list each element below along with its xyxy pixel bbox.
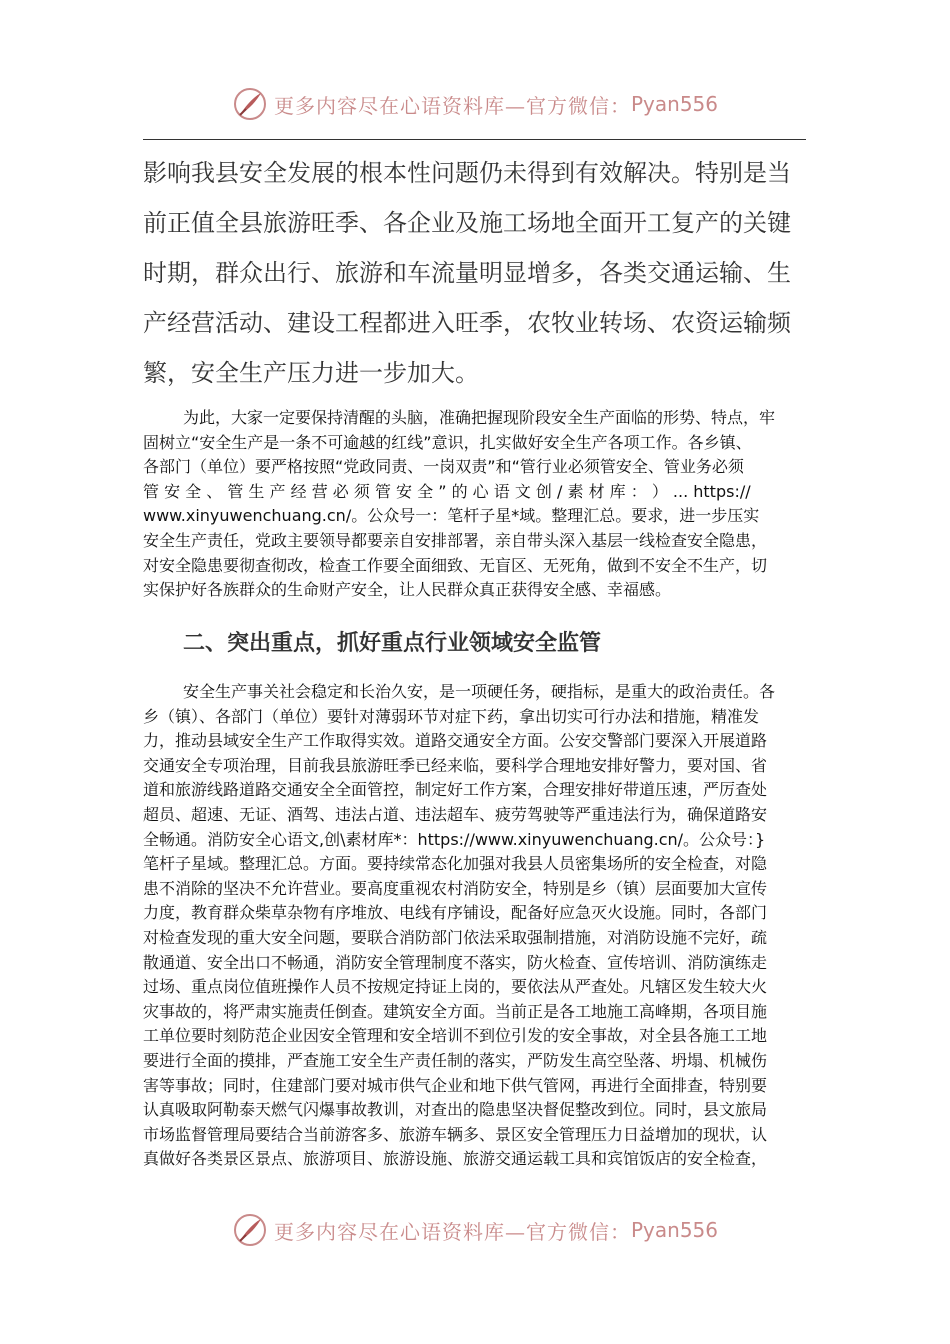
- paragraph-1: [143, 406, 806, 603]
- text-line: 道和旅游线路道路交通安全全面管控，制定好工作方案，合理安排好带道压速，严厉查处: [143, 780, 768, 800]
- text-line: 对安全隐患要彻查彻改，检查工作要全面细致、无盲区、无死角，做到不安全不生产，切: [143, 555, 768, 575]
- text-line: 乡（镇）、各部门（单位）要针对薄弱环节对症下药，拿出切实可行办法和措施，精准发: [143, 706, 760, 726]
- text-line: 对检查发现的重大安全问题，要联合消防部门依法采取强制措施，对消防设施不完好，疏: [143, 927, 768, 947]
- section-heading: 二、突出重点，抓好重点行业领域安全监管: [183, 631, 602, 656]
- footer-banner: [0, 1208, 950, 1252]
- text-line: 时期，群众出行、旅游和车流量明显增多，各类交通运输、生: [143, 259, 791, 287]
- text-line: 害等事故；同时，住建部门要对城市供气企业和地下供气管网，再进行全面排查，特别要: [143, 1075, 768, 1095]
- text-line: 管 安 全 、 管 生 产 经 营 必 须 管 安 全 ” 的 心 语 文 创 / 素 材 库 ： ） ... https://: [143, 481, 751, 501]
- paragraph-2: [143, 680, 806, 1172]
- feather-pen-logo-icon: [232, 1212, 268, 1248]
- header-wechat-id: Pyan556: [630, 92, 718, 116]
- feather-pen-logo-icon: [232, 86, 268, 122]
- text-line: 交通安全专项治理，目前我县旅游旺季已经来临，要科学合理地安排好警力，要对国、省: [143, 755, 768, 775]
- text-line: 实保护好各族群众的生命财产安全，让人民群众真正获得安全感、幸福感。: [143, 580, 672, 600]
- text-line: 前正值全县旅游旺季、各企业及施工场地全面开工复产的关键: [143, 209, 791, 237]
- text-line: 散通道、安全出口不畅通，消防安全管理制度不落实，防火检查、宣传培训、消防演练走: [143, 952, 768, 972]
- footer-banner-text: 更多内容尽在心语资料库—官方微信：: [273, 1219, 631, 1244]
- header-banner: [0, 82, 950, 126]
- text-line: 患不消除的坚决不允许营业。要高度重视农村消防安全，特别是乡（镇）层面要加大宣传: [143, 878, 768, 898]
- text-line: 力，推动县域安全生产工作取得实效。道路交通安全方面。公安交警部门要深入开展道路: [143, 731, 768, 751]
- text-line: 安全生产责任，党政主要领导都要亲自安排部署，亲自带头深入基层一线检查安全隐患，: [143, 530, 768, 550]
- text-line: www.xinyuwenchuang.cn/。公众号一：笔杆子星*域。整理汇总。要求，进一步压实: [143, 506, 760, 526]
- text-line: 繁，安全生产压力进一步加大。: [143, 359, 479, 387]
- text-line: 笔杆子星域。整理汇总。方面。要持续常态化加强对我县人员密集场所的安全检查，对隐: [143, 854, 768, 874]
- text-line: 超员、超速、无证、酒驾、违法占道、违法超车、疲劳驾驶等严重违法行为，确保道路安: [143, 804, 768, 824]
- text-line: 要进行全面的摸排，严查施工安全生产责任制的落实，严防发生高空坠落、坍塌、机械伤: [143, 1050, 768, 1070]
- text-line: 真做好各类景区景点、旅游项目、旅游设施、旅游交通运载工具和宾馆饭店的安全检查，: [143, 1149, 768, 1169]
- text-line: 灾事故的，将严肃实施责任倒查。建筑安全方面。当前正是各工地施工高峰期，各项目施: [143, 1001, 768, 1021]
- text-line: 各部门（单位）要严格按照“党政同责、一岗双责”和“管行业必须管安全、管业务必须: [143, 457, 744, 477]
- text-line: 产经营活动、建设工程都进入旺季，农牧业转场、农资运输频: [143, 309, 791, 337]
- text-line: 为此，大家一定要保持清醒的头脑，准确把握现阶段安全生产面临的形势、特点，牢: [183, 408, 776, 427]
- text-line: 工单位要时刻防范企业因安全管理和安全培训不到位引发的安全事故，对全县各施工工地: [143, 1026, 768, 1046]
- header-divider: [143, 139, 806, 140]
- intro-paragraph: [143, 148, 806, 398]
- text-line: 认真吸取阿勒泰天燃气闪爆事故教训，对查出的隐患坚决督促整改到位。同时，县文旅局: [143, 1100, 768, 1120]
- text-line: 力度，教育群众柴草杂物有序堆放、电线有序铺设，配备好应急灭火设施。同时，各部门: [143, 903, 768, 923]
- header-banner-text: 更多内容尽在心语资料库—官方微信：: [273, 93, 631, 118]
- text-line: 市场监督管理局要结合当前游客多、旅游车辆多、景区安全管理压力日益增加的现状，认: [143, 1124, 768, 1144]
- text-line: 全畅通。消防安全心语文,创\素材库*：https://www.xinyuwenchuang.cn/。公众号：}: [143, 829, 766, 849]
- text-line: 影响我县安全发展的根本性问题仍未得到有效解决。特别是当: [143, 159, 791, 187]
- footer-wechat-id: Pyan556: [630, 1218, 718, 1242]
- text-line: 过场、重点岗位值班操作人员不按规定持证上岗的，要依法从严查处。凡辖区发生较大火: [143, 977, 768, 997]
- text-line: 安全生产事关社会稳定和长治久安，是一项硬任务，硬指标，是重大的政治责任。各: [183, 682, 776, 701]
- text-line: 固树立“安全生产是一条不可逾越的红线”意识，扎实做好安全生产各项工作。各乡镇、: [143, 432, 752, 452]
